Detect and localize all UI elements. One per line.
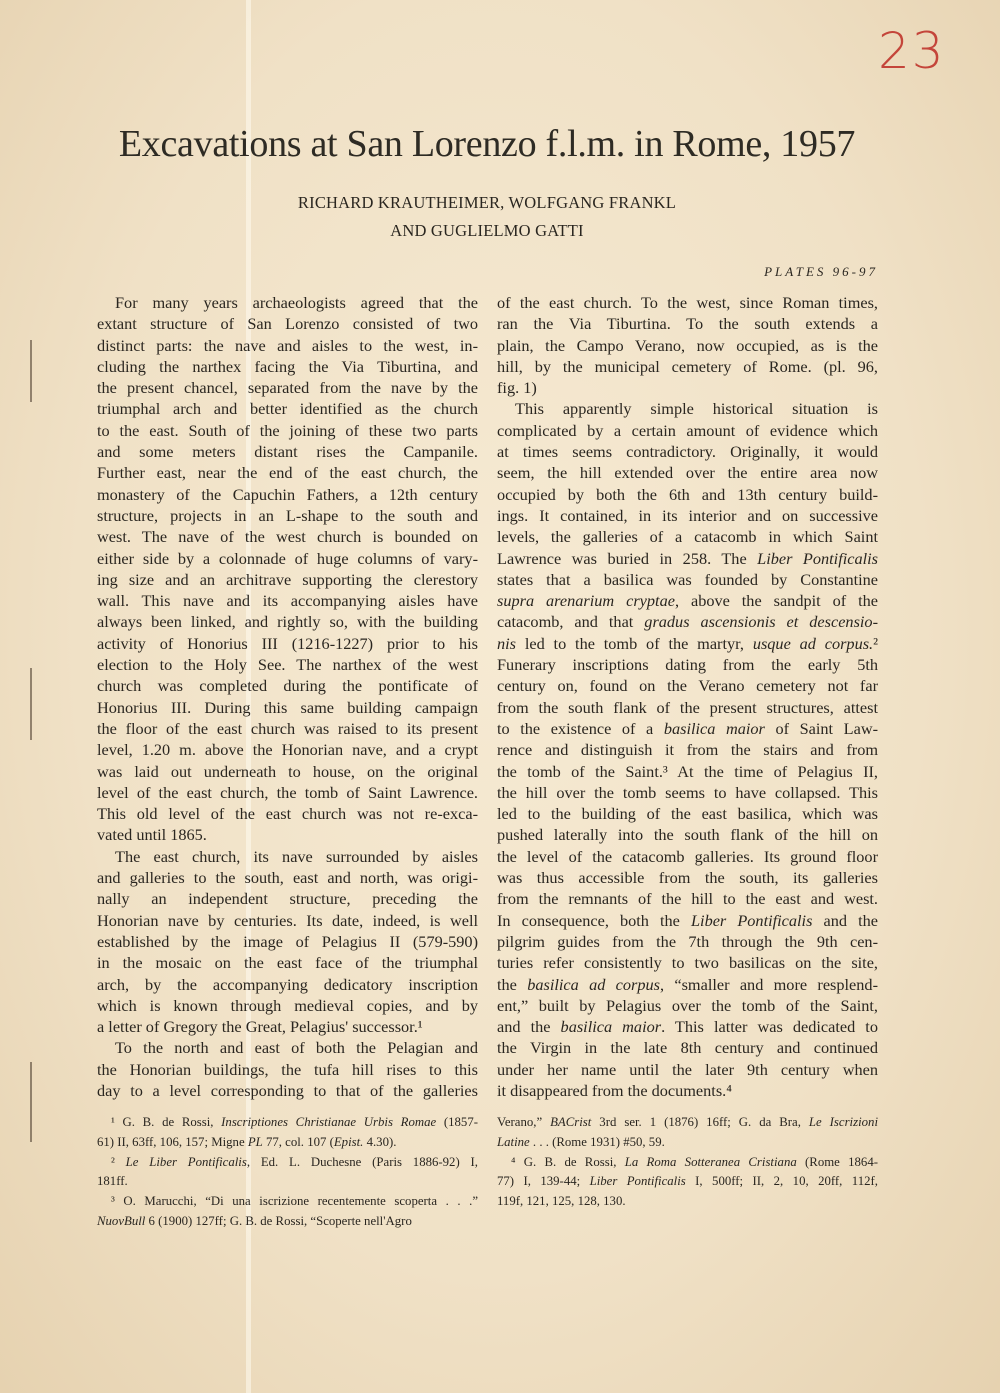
text: Verano,” [497, 1115, 551, 1129]
italic-text: Liber Pontificalis [690, 910, 813, 930]
text-line [97, 398, 478, 419]
footnote-line [497, 1192, 878, 1212]
italic-text: La Roma Sotteranea Cristiana [624, 1154, 797, 1169]
text-line [497, 484, 878, 505]
text: ² [873, 633, 879, 653]
text-line [97, 675, 478, 696]
italic-text: basilica maior [560, 1017, 662, 1037]
text-line [97, 846, 478, 867]
text: arch, by the accompanying dedicatory inscription [97, 974, 478, 994]
text-line [497, 782, 878, 803]
text: monastery of the Capuchin Fathers, a 12th century [97, 484, 478, 504]
text: election to the Holy See. The narthex of the west [97, 655, 478, 675]
text-line [97, 888, 478, 909]
text-line [97, 697, 478, 718]
text: the floor of the east church was raised to its present [97, 718, 478, 738]
text: , Ed. L. Duchesne (Paris 1886-92) I, [246, 1154, 478, 1169]
italic-text: NuovBull [97, 1213, 146, 1228]
text-line [497, 1059, 878, 1080]
text-line [97, 867, 478, 888]
text-line [497, 420, 878, 441]
text: structure, projects in an L-shape to the south and [97, 505, 478, 525]
text-line [97, 1016, 478, 1037]
footnote-line [97, 1133, 478, 1153]
text-line [97, 611, 478, 632]
text: 4.30). [363, 1134, 397, 1149]
text-line [97, 995, 478, 1016]
text: the level of the catacomb galleries. Its ground floor [497, 846, 878, 866]
text-line [497, 761, 878, 782]
text-line [497, 441, 878, 462]
text-line [497, 654, 878, 675]
article-title: Excavations at San Lorenzo f.l.m. in Rome, 1957 [118, 123, 856, 165]
text-line [497, 611, 878, 632]
text: was thus accessible from the south, its galleries [497, 868, 878, 888]
text-line [97, 377, 478, 398]
text: day to a level corresponding to that of the galleries [97, 1080, 478, 1100]
italic-text: BACrist [550, 1115, 592, 1129]
text: catacomb, and that [497, 612, 645, 632]
text: the [497, 974, 528, 994]
text-line [497, 995, 878, 1016]
text: . This latter was dedicated to [661, 1017, 878, 1037]
text: Funerary inscriptions dating from the early 5th [497, 655, 878, 675]
italic-text: PL [247, 1134, 263, 1149]
text-line [497, 1016, 878, 1037]
footnote-line [497, 1172, 878, 1192]
text: the present chancel, separated from the nave by the [97, 378, 478, 398]
text: Lawrence was buried in 258. The [497, 548, 758, 568]
text-line [497, 313, 878, 334]
text: For many years archaeologists agreed that the [115, 293, 478, 312]
text: (1857- [436, 1115, 478, 1129]
text: ² [111, 1154, 126, 1169]
text-line [97, 761, 478, 782]
text: and the [812, 910, 878, 930]
text: the Honorian buildings, the tufa hill rises to this [97, 1059, 478, 1079]
text-line [97, 739, 478, 760]
text-line [97, 590, 478, 611]
text-line [497, 718, 878, 739]
italic-text: Latine [497, 1134, 530, 1149]
text-line [97, 526, 478, 547]
text: 77) I, 139-44; [497, 1174, 590, 1189]
text: . . . (Rome 1931) #50, 59. [529, 1134, 665, 1149]
text-line [97, 1059, 478, 1080]
italic-text: basilica ad corpus [527, 974, 660, 994]
margin-mark [30, 340, 32, 402]
text-line [97, 974, 478, 995]
text: complicated by a certain amount of evidence which [497, 420, 878, 440]
text-line [497, 910, 878, 931]
text: century on, found on the Verano cemetery not far [497, 676, 878, 696]
italic-text: Liber Pontificalis [589, 1174, 686, 1189]
footnote-line [97, 1212, 478, 1232]
text-line [497, 931, 878, 952]
text-line [97, 420, 478, 441]
text: and galleries to the south, east and north, was origi- [97, 868, 478, 888]
text-line [497, 505, 878, 526]
text: triumphal arch and better identified as the church [97, 399, 478, 419]
text: either side by a colonnade of huge columns of vary- [97, 548, 478, 568]
text-line [97, 824, 478, 845]
text: and the [497, 1017, 561, 1037]
text-line [497, 675, 878, 696]
text-line [497, 398, 878, 419]
text: (Rome 1864- [796, 1154, 878, 1169]
text-line [97, 1080, 478, 1101]
text: 181ff. [97, 1174, 128, 1189]
text-line [97, 441, 478, 462]
text: the tomb of the Saint.³ At the time of Pelagius II, [497, 761, 878, 781]
text-line [97, 910, 478, 931]
text-line [497, 633, 878, 654]
text-line [497, 377, 878, 398]
body-column-right [497, 292, 878, 1101]
text: , above the sandpit of the [674, 591, 878, 611]
text: established by the image of Pelagius II (579-590) [97, 931, 478, 951]
text: nally an independent structure, preceding the [97, 889, 478, 909]
text: to the existence of a [497, 718, 664, 738]
text: in the mosaic on the east face of the triumphal [97, 953, 478, 973]
text-line [497, 888, 878, 909]
text: vated until 1865. [97, 825, 207, 845]
italic-text: Liber Pontificalis [757, 548, 878, 568]
text: activity of Honorius III (1216-1227) prior to his [97, 633, 478, 653]
text: 3rd ser. 1 (1876) 16ff; G. da Bra, [591, 1115, 809, 1129]
text: , “smaller and more resplend- [659, 974, 878, 994]
footnote-line [97, 1153, 478, 1173]
text-line [97, 484, 478, 505]
text-line [497, 462, 878, 483]
text-line [97, 952, 478, 973]
text-line [97, 803, 478, 824]
text: at times seems contradictory. Originally, it would [497, 442, 878, 462]
text: seem, the hill extended over the entire area now [497, 463, 878, 483]
text: In consequence, both the [497, 910, 691, 930]
text-line [97, 569, 478, 590]
text-line [497, 1037, 878, 1058]
text: pushed laterally into the south flank of the hill on [497, 825, 878, 845]
text: pilgrim guides from the 7th through the 9th cen- [497, 931, 878, 951]
text: ran the Via Tiburtina. To the south extends a [497, 314, 878, 334]
italic-text: gradus ascensionis et descensio- [644, 612, 878, 632]
text: from the south flank of the present structures, attest [497, 697, 878, 717]
text-line [497, 952, 878, 973]
text-line [497, 292, 878, 313]
text-line [97, 633, 478, 654]
text: 77, col. 107 ( [262, 1134, 334, 1149]
text-line [97, 654, 478, 675]
text: Further east, near the end of the east church, the [97, 463, 478, 483]
text: always been linked, and rightly so, with the building [97, 612, 478, 632]
text-line [497, 335, 878, 356]
footnote-line [497, 1133, 878, 1153]
text: of Saint Law- [764, 718, 879, 738]
italic-text: usque ad corpus. [752, 633, 874, 653]
footnote-line [497, 1153, 878, 1173]
text: led to the building of the east basilica, which was [497, 804, 878, 824]
text-line [497, 548, 878, 569]
text: level of the east church, the tomb of Saint Lawrence. [97, 782, 478, 802]
text: led to the tomb of the martyr, [516, 633, 753, 653]
footnote-line [97, 1172, 478, 1192]
text: it disappeared from the documents.⁴ [497, 1080, 732, 1100]
text: extant structure of San Lorenzo consisted of two [97, 314, 478, 334]
text-line [97, 505, 478, 526]
text: levels, the galleries of a catacomb in which Saint [497, 527, 878, 547]
italic-text: Inscriptiones Christianae Urbis Romae [221, 1115, 437, 1129]
handwritten-page-number: 23 [878, 22, 946, 80]
italic-text: basilica maior [663, 718, 765, 738]
text-line [497, 569, 878, 590]
text: states that a basilica was founded by Constantine [497, 569, 878, 589]
text-line [497, 824, 878, 845]
text-line [497, 867, 878, 888]
text: level, 1.20 m. above the Honorian nave, and a crypt [97, 740, 478, 760]
text: 61) II, 63ff, 106, 157; Migne [97, 1134, 248, 1149]
text-line [97, 462, 478, 483]
text: a letter of Gregory the Great, Pelagius' successor.¹ [97, 1017, 423, 1037]
text: wall. This nave and its accompanying aisles have [97, 591, 478, 611]
text: west. The nave of the west church is bounded on [97, 527, 478, 547]
text-line [97, 782, 478, 803]
text: which is known through medieval copies, and by [97, 995, 478, 1015]
text: ing size and an architrave supporting the clerestory [97, 569, 478, 589]
footnote-line [497, 1113, 878, 1133]
text-line [97, 292, 478, 313]
text: distinct parts: the nave and aisles to the west, in- [97, 335, 478, 355]
plates-reference: PLATES 96-97 [764, 264, 878, 279]
text: 119f, 121, 125, 128, 130. [497, 1194, 626, 1209]
text: This old level of the east church was not re-exca- [97, 804, 478, 824]
authors-line-1: RICHARD KRAUTHEIMER, WOLFGANG FRANKL [297, 193, 677, 212]
text-line [497, 356, 878, 377]
text: the Virgin in the late 8th century and continued [497, 1038, 878, 1058]
text-line [497, 526, 878, 547]
text: was laid out underneath to house, on the original [97, 761, 478, 781]
text: Honorian nave by centuries. Its date, indeed, is well [97, 910, 478, 930]
authors-line-2: AND GUGLIELMO GATTI [390, 221, 584, 240]
text: ings. It contained, in its interior and on successive [497, 505, 878, 525]
margin-mark [30, 1062, 32, 1142]
text: This apparently simple historical situation is [515, 399, 878, 419]
text: cluding the narthex facing the Via Tiburtina, and [97, 356, 478, 376]
text: church was completed during the pontificate of [97, 676, 478, 696]
text: ¹ G. B. de Rossi, [111, 1115, 222, 1129]
italic-text: nis [497, 633, 517, 653]
text: of the east church. To the west, since Roman times, [497, 293, 878, 312]
text-line [97, 931, 478, 952]
footnotes-right [497, 1113, 878, 1212]
text: ⁴ G. B. de Rossi, [511, 1154, 625, 1169]
text: and some meters distant rises the Campanile. [97, 442, 478, 462]
text: from the remnants of the hill to the east and west. [497, 889, 878, 909]
footnotes-left [97, 1113, 478, 1232]
footnote-line [97, 1192, 478, 1212]
text: The east church, its nave surrounded by aisles [115, 846, 478, 866]
text-line [497, 697, 878, 718]
text: fig. 1) [497, 378, 537, 398]
text: occupied by both the 6th and 13th century build- [497, 484, 878, 504]
text-line [97, 718, 478, 739]
text: rence and distinguish it from the stairs and from [497, 740, 878, 760]
text-line [497, 974, 878, 995]
text: I, 500ff; II, 2, 10, 20ff, 112f, [685, 1174, 878, 1189]
text-line [97, 548, 478, 569]
text-line [97, 335, 478, 356]
margin-mark [30, 668, 32, 740]
italic-text: Le Iscrizioni [808, 1115, 878, 1129]
text: to the east. South of the joining of these two parts [97, 420, 478, 440]
text-line [497, 803, 878, 824]
text-line [497, 1080, 878, 1101]
text: 6 (1900) 127ff; G. B. de Rossi, “Scoperte nell'Agro [145, 1213, 412, 1228]
text: turies refer consistently to two basilicas on the site, [497, 953, 878, 973]
footnote-line [97, 1113, 478, 1133]
text-line [497, 739, 878, 760]
italic-text: Le Liber Pontificalis [125, 1154, 247, 1169]
text: ³ O. Marucchi, “Di una iscrizione recentemente scoperta . . .” [111, 1194, 478, 1209]
italic-text: Epist. [333, 1134, 364, 1149]
text: the hill over the tomb seems to have collapsed. This [497, 782, 878, 802]
text: under her name until the later 9th century when [497, 1059, 878, 1079]
text: plain, the Campo Verano, now occupied, as is the [497, 335, 878, 355]
text-line [97, 313, 478, 334]
text: hill, by the municipal cemetery of Rome. (pl. 96, [497, 356, 878, 376]
text-line [497, 590, 878, 611]
text: ent,” built by Pelagius over the tomb of the Saint, [497, 995, 878, 1015]
text-line [497, 846, 878, 867]
body-column-left [97, 292, 478, 1101]
italic-text: supra arenarium cryptae [497, 591, 675, 611]
text-line [97, 356, 478, 377]
text: Honorius III. During this same building campaign [97, 697, 478, 717]
text-line [97, 1037, 478, 1058]
text: To the north and east of both the Pelagian and [115, 1038, 478, 1058]
